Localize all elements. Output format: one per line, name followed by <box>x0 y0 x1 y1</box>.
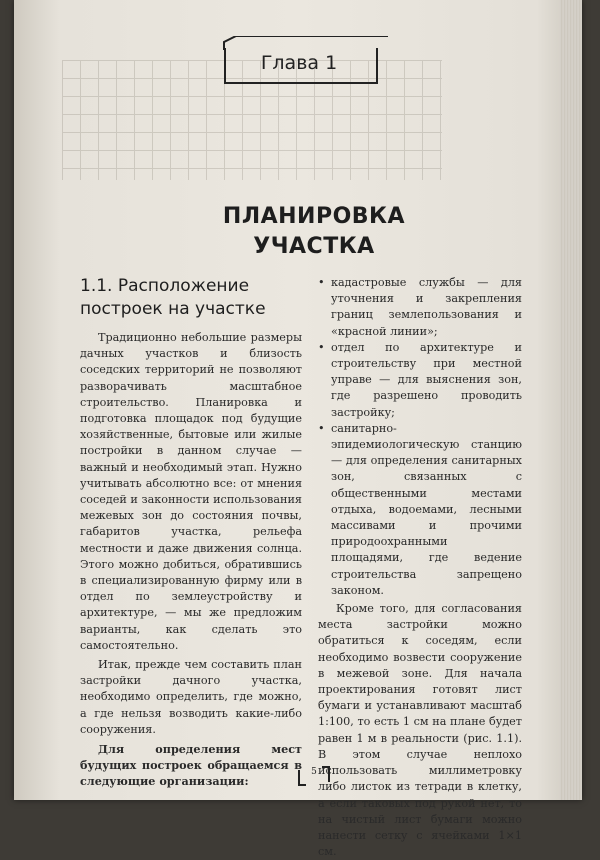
page-title <box>164 202 464 262</box>
list-item <box>318 340 522 421</box>
organizations-list <box>318 275 522 599</box>
paragraph-1: Традиционно небольшие размеры дачных участков и близость соседских территорий не позволяют разворачивать масштабное строительство. Планировка и подготовка площадок под будущие хозяйственные, бытовые или жилые постройки в данном случае — важный и необходимый этап. Нужно учитывать абсолютно все: от мнения соседей и законности использования межевых зон до состояния почвы, габаритов участка, рельефа местности и даже движения солнца. Этого можно добиться, обратившись в специализированную фирму или в отдел по землеустройству и архитектуре, — мы же предложим варианты, как сделать это самостоятельно. <box>80 331 302 652</box>
list-item-text: кадастровые службы — для уточнения и закрепления границ землепользования и «красной линии»; <box>331 276 522 338</box>
section-heading-line1: 1.1. Расположение <box>80 276 250 296</box>
page-edges <box>560 0 582 800</box>
section-heading <box>80 275 310 321</box>
bracket-right-icon <box>322 766 330 782</box>
paragraph-2: Итак, прежде чем составить план застройки дачного участка, необходимо определить, где можно, а где нельзя возводить какие-либо сооружения. <box>80 658 302 736</box>
list-item <box>318 275 522 340</box>
book-page <box>14 0 582 859</box>
bullet-icon: • <box>318 276 325 289</box>
page-number-text: 5 <box>311 767 317 777</box>
page-title-line2: УЧАСТКА <box>253 234 375 259</box>
chapter-header <box>210 36 388 82</box>
list-item-text: отдел по архитектуре и строительству при местной управе — для выяснения зон, где разрешено проводить застройку; <box>331 340 522 419</box>
page-number <box>296 764 332 788</box>
paragraph-4: Кроме того, для согласования места застройки можно обратиться к соседям, если необходимо возвести сооружение в межевой зоне. Для начала проектирования готовят лист бумаги и устанавливают масштаб 1:100, то есть 1 см на плане будет равен 1 м в реальности (рис. 1.1). В этом случае неплохо использовать миллиметровку либо листок из тетради в клетку, а если таковых под рукой нет, то на чистый лист бумаги можно нанести сетку с ячейками 1×1 см. <box>318 602 522 859</box>
chapter-label: Глава 1 <box>260 52 338 74</box>
page-title-line1: ПЛАНИРОВКА <box>222 204 406 229</box>
bullet-icon: • <box>318 340 325 354</box>
list-item-text: санитарно-эпидемиологическую станцию — для определения санитарных зон, связанных с общественными местами отдыха, водоемами, лесными массивами и прочими природоохранными площадями, где ведение строительства запрещено законом. <box>331 421 522 597</box>
right-column <box>318 275 522 860</box>
section-heading-line2: построек на участке <box>80 299 266 319</box>
paragraph-3: Для определения мест будущих построек обращаемся в следующие организации: <box>80 742 302 789</box>
bullet-icon: • <box>318 421 325 435</box>
list-item <box>318 421 522 599</box>
left-column <box>80 330 302 790</box>
